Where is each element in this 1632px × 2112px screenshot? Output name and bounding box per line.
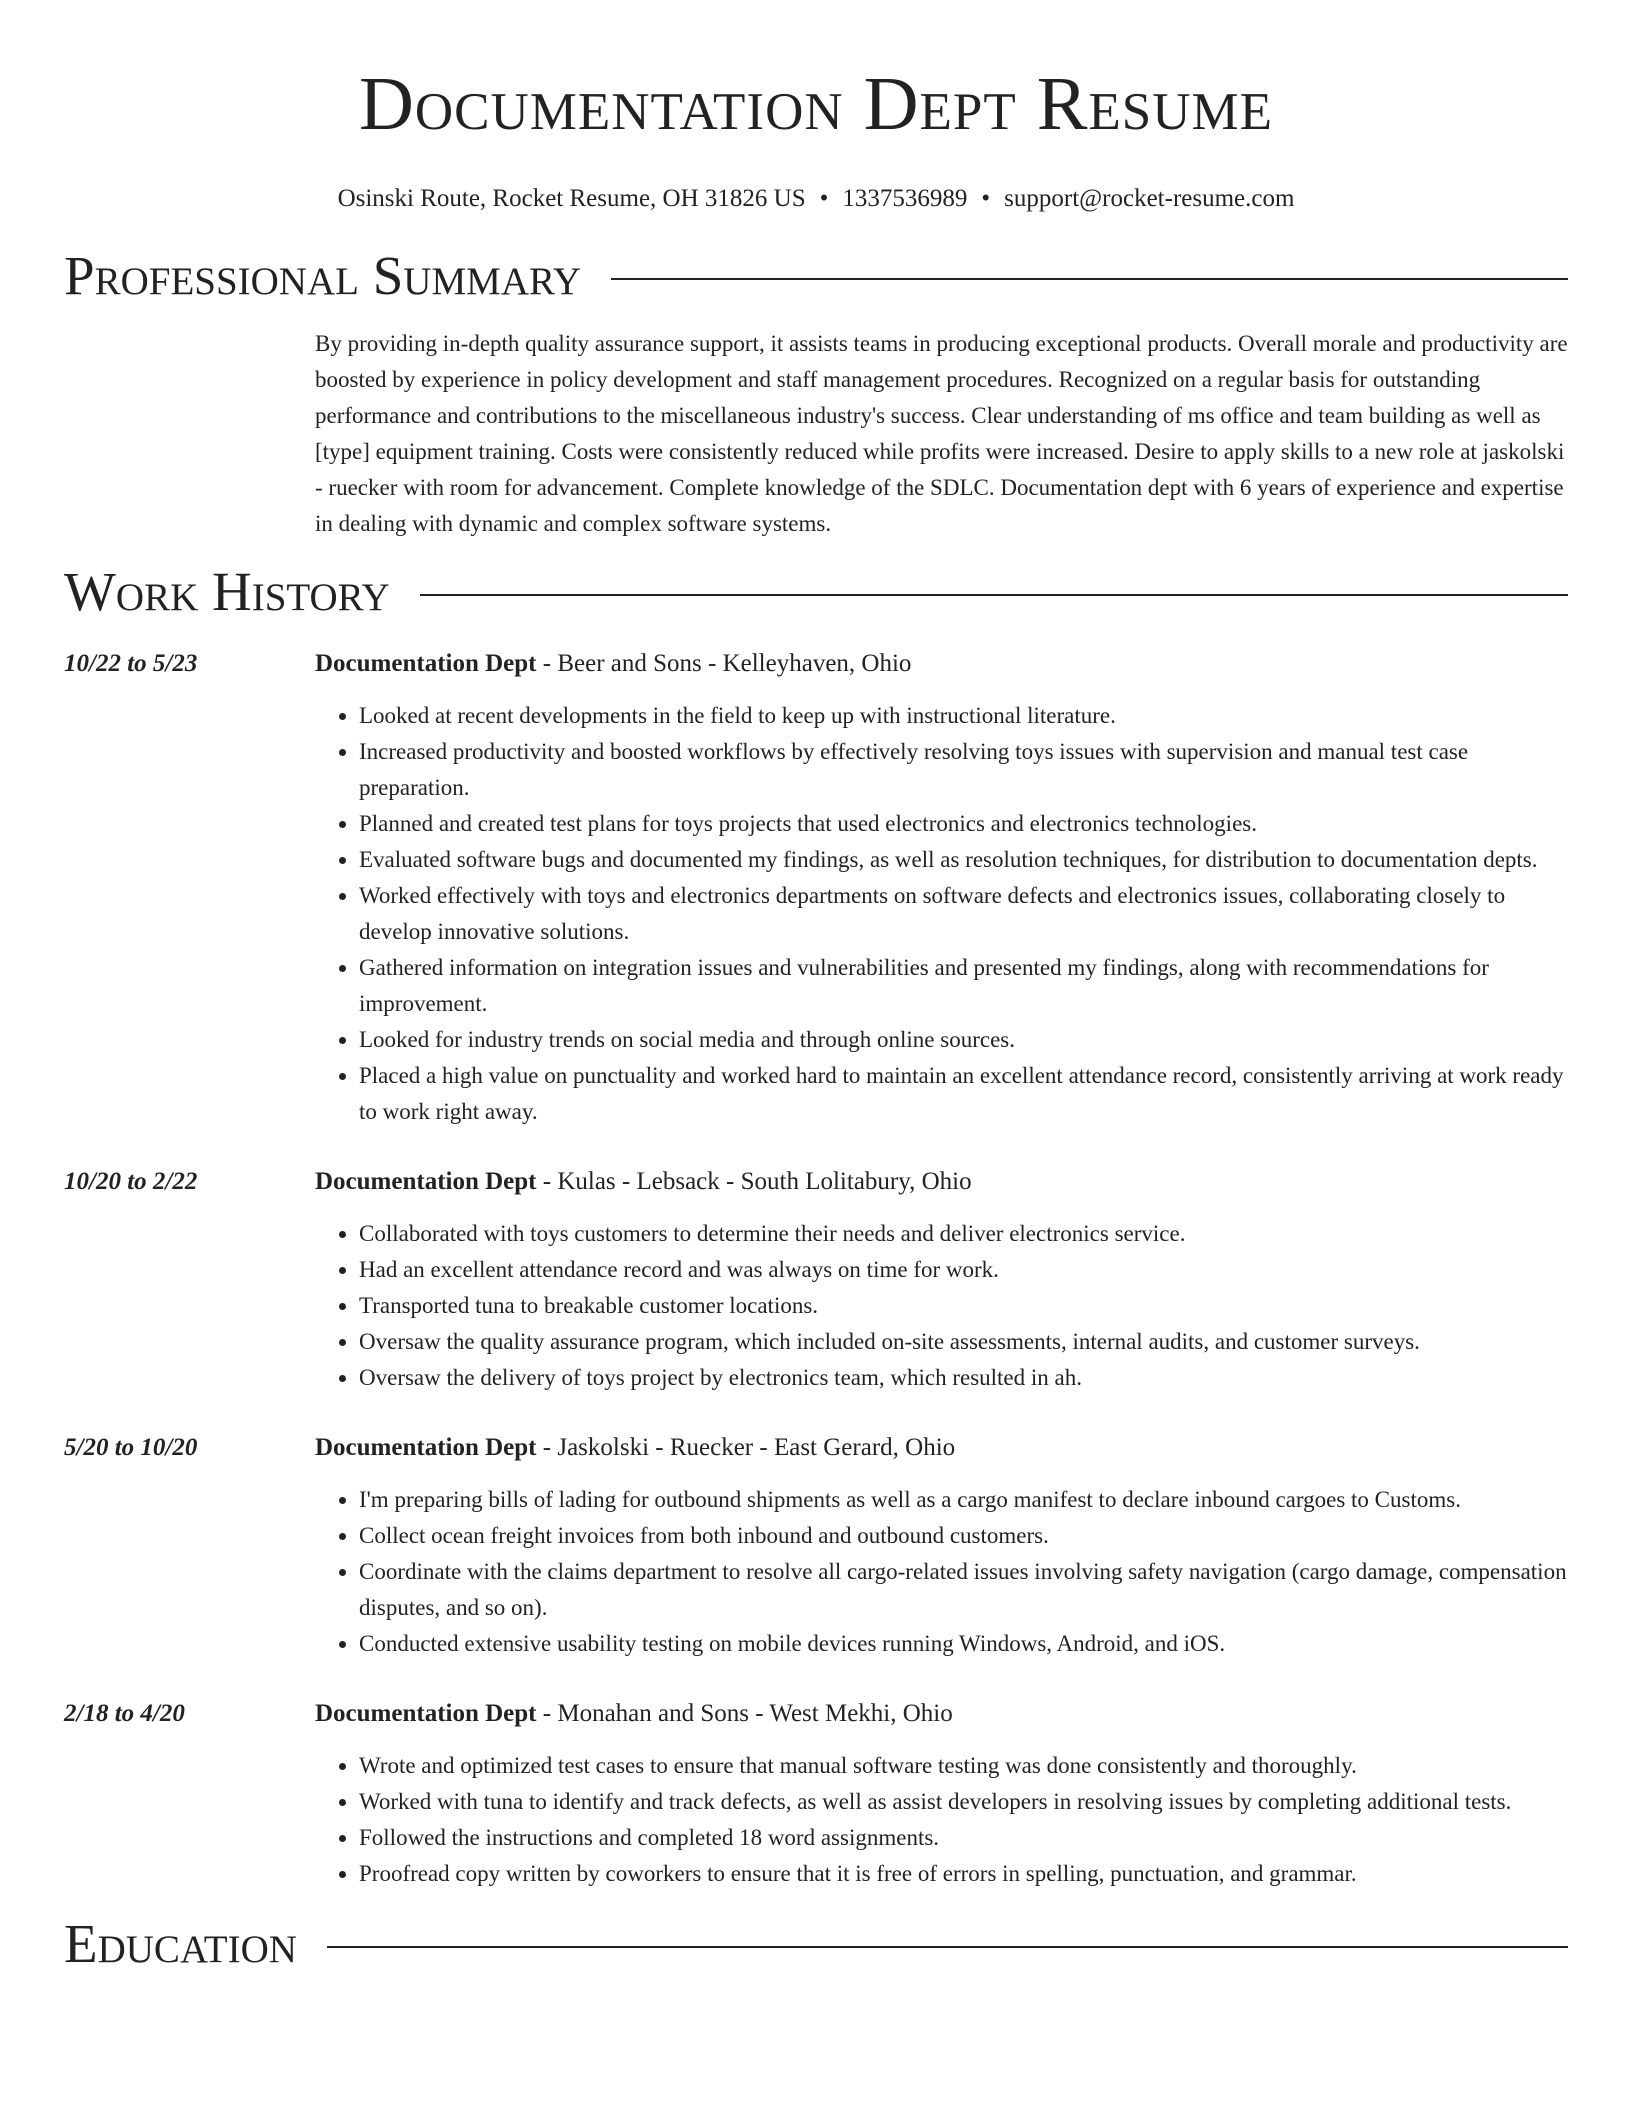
- job-title-line: [315, 1696, 1568, 1732]
- job-bullet: • Increased productivity and boosted workflows by effectively resolving toys issues with supervision and manual test case preparation.: [359, 734, 1568, 806]
- job-dates: 10/20 to 2/22: [64, 1168, 198, 1195]
- job-employer: - Monahan and Sons - West Mekhi, Ohio: [536, 1700, 953, 1727]
- job-bullet: • Collect ocean freight invoices from both inbound and outbound customers.: [359, 1518, 1568, 1554]
- section-header-education: [64, 1912, 1568, 1976]
- job-title-line: [315, 646, 1568, 682]
- job-bullet: • Gathered information on integration issues and vulnerabilities and presented my findings, along with recommendations for improvement.: [359, 950, 1568, 1022]
- contact-separator: •: [819, 185, 829, 212]
- job-details: [315, 1430, 1568, 1662]
- job-bullet: • Evaluated software bugs and documented my findings, as well as resolution techniques, for distribution to documentation depts.: [359, 842, 1568, 878]
- job-employer: - Kulas - Lebsack - South Lolitabury, Ohio: [536, 1168, 972, 1195]
- job-bullet: • Oversaw the delivery of toys project by electronics team, which resulted in ah.: [359, 1360, 1568, 1396]
- resume-name: Documentation Dept Resume: [358, 62, 1274, 146]
- contact-address: Osinski Route, Rocket Resume, OH 31826 US: [337, 185, 806, 212]
- section-header-summary: [64, 244, 1568, 308]
- job-role: Documentation Dept: [315, 1434, 537, 1461]
- section-title-education: Education: [64, 1913, 297, 1974]
- job-title-line: [315, 1164, 1568, 1200]
- contact-phone: 1337536989: [842, 185, 968, 212]
- job-role: Documentation Dept: [315, 1168, 537, 1195]
- job-bullet: • Planned and created test plans for toys projects that used electronics and electronics technologies.: [359, 806, 1568, 842]
- job-bullet: • Looked at recent developments in the field to keep up with instructional literature.: [359, 698, 1568, 734]
- job-bullet-list: [315, 1748, 1568, 1892]
- section-divider: [611, 278, 1568, 280]
- job-dates: 10/22 to 5/23: [64, 650, 198, 677]
- job-bullet-list: [315, 698, 1568, 1130]
- job-bullet: • I'm preparing bills of lading for outbound shipments as well as a cargo manifest to declare inbound cargoes to Customs.: [359, 1482, 1568, 1518]
- job-details: [315, 1164, 1568, 1396]
- contact-email: support@rocket-resume.com: [1004, 185, 1295, 212]
- job-bullet: • Had an excellent attendance record and was always on time for work.: [359, 1252, 1568, 1288]
- job-bullet-list: [315, 1482, 1568, 1662]
- contact-line: [64, 182, 1568, 216]
- work-history-list: [64, 646, 1568, 1892]
- job-employer: - Jaskolski - Ruecker - East Gerard, Ohio: [536, 1434, 956, 1461]
- section-divider: [420, 594, 1568, 596]
- section-title-summary: Professional Summary: [64, 245, 582, 306]
- job-bullet: • Wrote and optimized test cases to ensure that manual software testing was done consistently and thoroughly.: [359, 1748, 1568, 1784]
- job-bullet: • Proofread copy written by coworkers to ensure that it is free of errors in spelling, punctuation, and grammar.: [359, 1856, 1568, 1892]
- job-entry: [64, 1164, 1568, 1396]
- job-bullet: • Followed the instructions and completed 18 word assignments.: [359, 1820, 1568, 1856]
- job-role: Documentation Dept: [315, 1700, 537, 1727]
- job-title-line: [315, 1430, 1568, 1466]
- job-bullet: • Transported tuna to breakable customer locations.: [359, 1288, 1568, 1324]
- job-entry: [64, 1430, 1568, 1662]
- job-dates: 2/18 to 4/20: [64, 1700, 185, 1727]
- contact-separator: •: [981, 185, 991, 212]
- job-bullet: • Worked effectively with toys and electronics departments on software defects and electronics issues, collaborating closely to develop innovative solutions.: [359, 878, 1568, 950]
- job-bullet: • Worked with tuna to identify and track defects, as well as assist developers in resolving issues by completing additional tests.: [359, 1784, 1568, 1820]
- job-bullet: • Looked for industry trends on social media and through online sources.: [359, 1022, 1568, 1058]
- section-divider: [327, 1946, 1568, 1948]
- job-bullet: • Conducted extensive usability testing on mobile devices running Windows, Android, and iOS.: [359, 1626, 1568, 1662]
- job-bullet: • Coordinate with the claims department to resolve all cargo-related issues involving safety navigation (cargo damage, compensation disputes, and so on).: [359, 1554, 1568, 1626]
- job-entry: [64, 646, 1568, 1130]
- job-details: [315, 1696, 1568, 1892]
- resume-header: [64, 0, 1568, 216]
- job-entry: [64, 1696, 1568, 1892]
- job-employer: - Beer and Sons - Kelleyhaven, Ohio: [536, 650, 912, 677]
- job-details: [315, 646, 1568, 1130]
- job-bullet: • Oversaw the quality assurance program, which included on-site assessments, internal audits, and customer surveys.: [359, 1324, 1568, 1360]
- job-role: Documentation Dept: [315, 650, 537, 677]
- section-title-work: Work History: [64, 561, 390, 622]
- job-dates: 5/20 to 10/20: [64, 1434, 198, 1461]
- job-bullet-list: [315, 1216, 1568, 1396]
- section-header-work: [64, 560, 1568, 624]
- job-bullet: • Placed a high value on punctuality and worked hard to maintain an excellent attendance record, consistently arriving at work ready to work right away.: [359, 1058, 1568, 1130]
- job-bullet: • Collaborated with toys customers to determine their needs and deliver electronics service.: [359, 1216, 1568, 1252]
- summary-text: By providing in-depth quality assurance support, it assists teams in producing exceptional products. Overall morale and productivity are boosted by experience in policy development and staff management procedures. Recognized on a regular basis for outstanding performance and contributions to the miscellaneous industry's success. Clear understanding of ms office and team building as well as [type] equipment training. Costs were consistently reduced while profits were increased. Desire to apply skills to a new role at jaskolski - ruecker with room for advancement. Complete knowledge of the SDLC. Documentation dept with 6 years of experience and expertise in dealing with dynamic and complex software systems.: [315, 331, 1568, 536]
